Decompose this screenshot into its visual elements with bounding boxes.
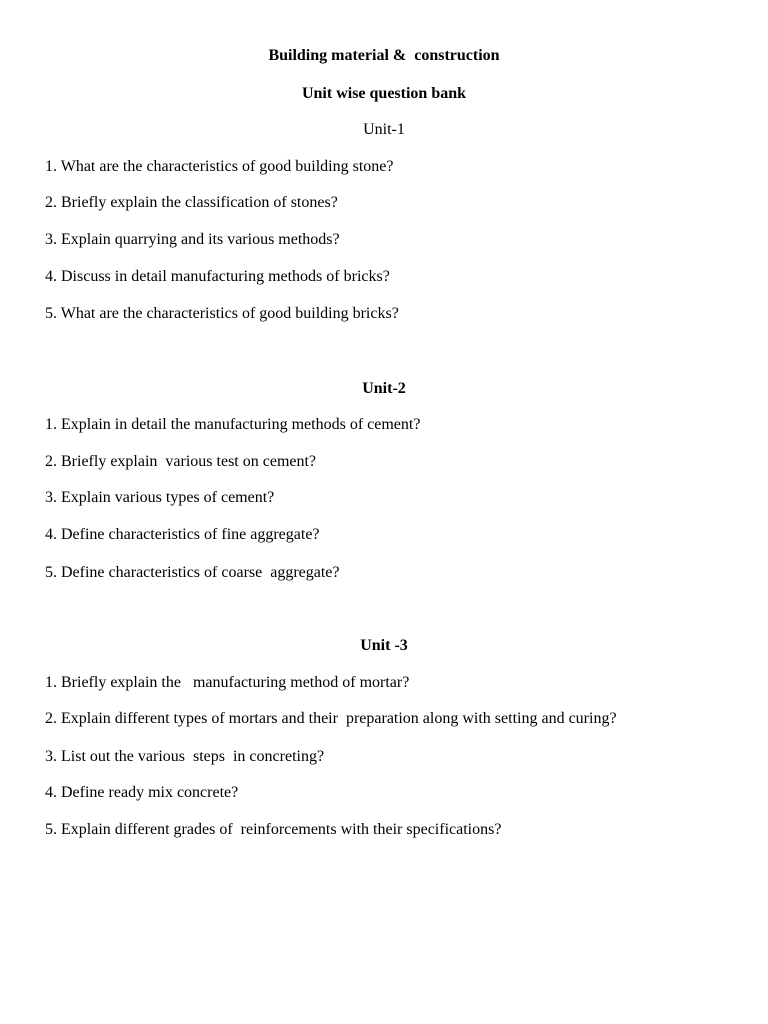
unit-1-question-5: 5. What are the characteristics of good building bricks? [45,305,399,322]
unit-2-question-4: 4. Define characteristics of fine aggregate? [45,526,320,543]
unit-3-question-1: 1. Briefly explain the manufacturing method of mortar? [45,674,410,691]
unit-2-question-2: 2. Briefly explain various test on cement? [45,453,317,470]
unit-2-heading: Unit-2 [362,380,406,397]
document-title: Building material & construction [268,47,500,64]
unit-2-question-3: 3. Explain various types of cement? [45,489,275,506]
unit-1-heading: Unit-1 [363,121,405,138]
unit-1-question-4: 4. Discuss in detail manufacturing methods of bricks? [45,268,390,285]
unit-1-question-3: 3. Explain quarrying and its various methods? [45,231,340,248]
unit-3-heading: Unit -3 [360,637,408,654]
unit-2-question-1: 1. Explain in detail the manufacturing methods of cement? [45,416,421,433]
unit-3-question-2: 2. Explain different types of mortars and their preparation along with setting and curing? [45,710,617,727]
unit-1-question-2: 2. Briefly explain the classification of stones? [45,194,338,211]
unit-3-question-4: 4. Define ready mix concrete? [45,784,239,801]
unit-3-question-5: 5. Explain different grades of reinforcements with their specifications? [45,821,502,838]
unit-3-question-3: 3. List out the various steps in concreting? [45,748,325,765]
document-subtitle: Unit wise question bank [301,85,467,102]
unit-2-question-5: 5. Define characteristics of coarse aggregate? [45,564,340,581]
unit-1-question-1: 1. What are the characteristics of good building stone? [45,158,394,175]
